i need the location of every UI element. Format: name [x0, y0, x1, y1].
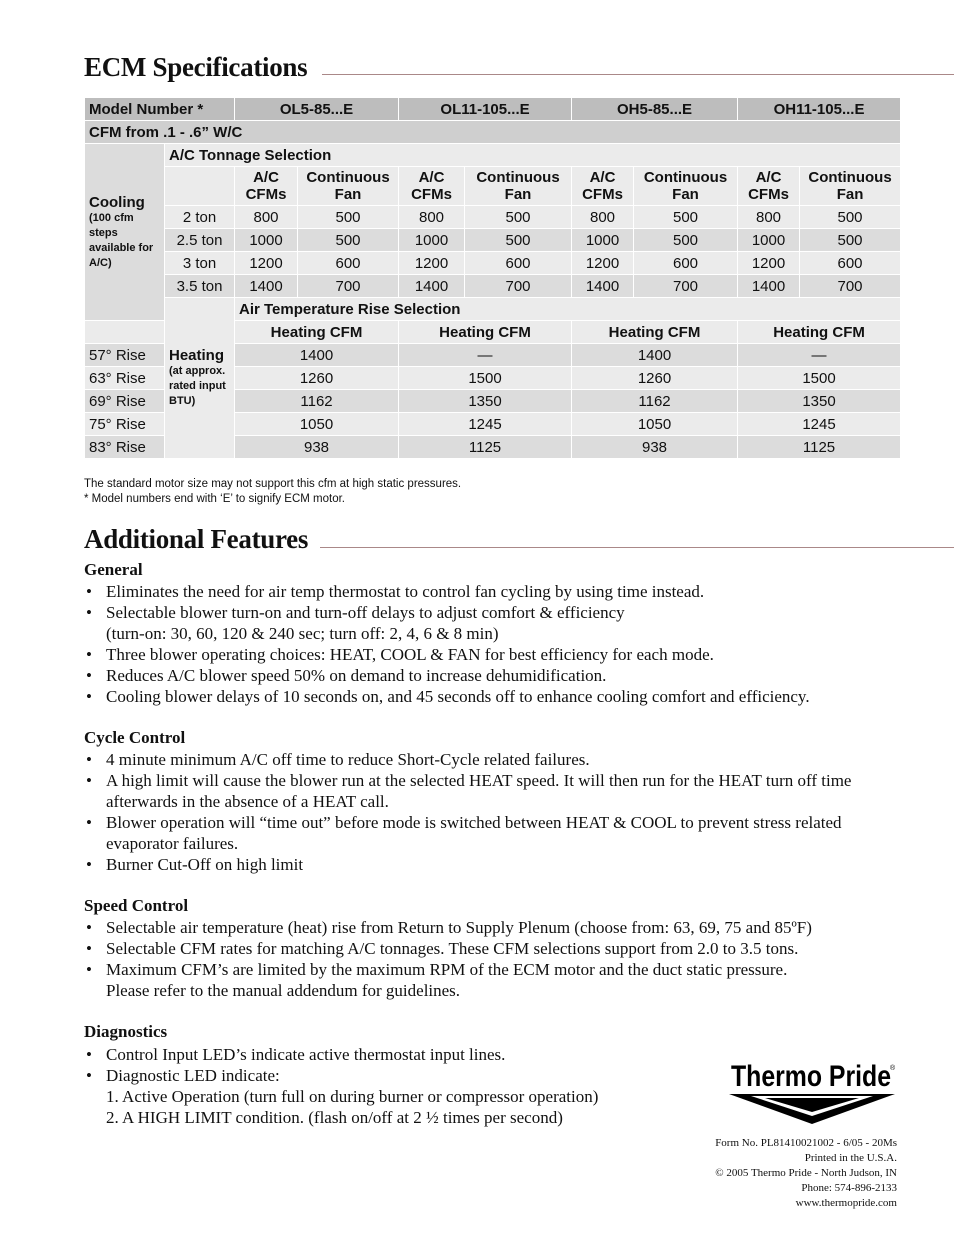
cooling-value: 1400 — [399, 275, 465, 298]
feature-item — [84, 812, 914, 854]
feature-line: • Blower operation will “time out” before mode is switched between HEAT & COOL to prevent stress related evaporator failures. — [106, 813, 842, 853]
footer-line: Printed in the U.S.A. — [804, 1152, 897, 1164]
header-row — [85, 98, 901, 121]
feature-line: • Eliminates the need for air temp thermostat to control fan cycling by using time instead. — [106, 582, 705, 601]
heating-note: (at approx. rated input BTU) — [169, 365, 226, 407]
model-name: OL11-105...E — [399, 98, 572, 121]
title-rule — [322, 74, 954, 75]
heating-value: 1162 — [572, 390, 738, 413]
feature-line: • A high limit will cause the blower run at the selected HEAT speed. It will then run for the HEAT turn off time afterwards in the absence of a HEAT call. — [106, 771, 852, 811]
features-rule — [320, 547, 954, 548]
footer-line: Form No. PL81410021002 - 6/05 - 20Ms — [715, 1137, 897, 1149]
feature-item — [84, 581, 914, 602]
cooling-value: 1400 — [738, 275, 800, 298]
heating-value: 1400 — [235, 344, 399, 367]
rise-label: 57° Rise — [85, 344, 165, 367]
logo-chevron-icon — [727, 1058, 897, 1126]
footer-line: www.thermopride.com — [795, 1197, 897, 1209]
blank-cell — [165, 167, 235, 206]
cooling-value: 1200 — [572, 252, 634, 275]
heating-cfm-header: Heating CFM — [738, 321, 901, 344]
feature-item — [84, 959, 914, 1001]
heating-value: 1400 — [572, 344, 738, 367]
heating-cfm-header: Heating CFM — [399, 321, 572, 344]
ac-cfms-header: A/C CFMs — [235, 167, 298, 206]
ac-cfms-header: A/C CFMs — [572, 167, 634, 206]
model-name: OL5-85...E — [235, 98, 399, 121]
cooling-value: 500 — [800, 206, 901, 229]
feature-item — [84, 854, 914, 875]
speed-heading: Speed Control — [84, 896, 189, 915]
tonnage-label: 2.5 ton — [165, 229, 235, 252]
cooling-value: 1400 — [235, 275, 298, 298]
feature-item — [84, 770, 914, 812]
cooling-value: 1200 — [738, 252, 800, 275]
heating-value: 938 — [235, 436, 399, 459]
heating-value: — — [738, 344, 901, 367]
logo-text: Thermo Pride — [731, 1060, 891, 1093]
blank-cell — [85, 321, 165, 344]
feature-line: 1. Active Operation (turn full on during burner or compressor operation) — [106, 1087, 599, 1106]
footer-info — [715, 1136, 897, 1211]
heating-value: 1125 — [738, 436, 901, 459]
heating-value: 1050 — [235, 413, 399, 436]
logo-registered-mark: ® — [890, 1065, 896, 1072]
thermo-pride-logo — [727, 1058, 897, 1126]
heating-value: 1125 — [399, 436, 572, 459]
model-number-label: Model Number * — [85, 98, 235, 121]
continuous-fan-header: Continuous Fan — [634, 167, 738, 206]
feature-item — [84, 644, 914, 665]
continuous-fan-header: Continuous Fan — [465, 167, 572, 206]
ac-cfms-header: A/C CFMs — [738, 167, 800, 206]
tonnage-label: 3 ton — [165, 252, 235, 275]
cooling-row — [85, 206, 901, 229]
cooling-value: 1000 — [572, 229, 634, 252]
feature-line: • Reduces A/C blower speed 50% on demand to increase dehumidification. — [106, 666, 607, 685]
cooling-value: 700 — [634, 275, 738, 298]
heating-label-cell — [165, 298, 235, 459]
general-heading: General — [84, 560, 143, 579]
tonnage-label: 2 ton — [165, 206, 235, 229]
cooling-section-title: A/C Tonnage Selection — [165, 144, 901, 167]
cooling-value: 600 — [298, 252, 399, 275]
feature-line: • Cooling blower delays of 10 seconds on, and 45 seconds off to enhance cooling comfort and efficiency. — [106, 687, 810, 706]
feature-line: • Diagnostic LED indicate: — [106, 1066, 280, 1085]
cooling-value: 800 — [235, 206, 298, 229]
diagnostics-heading: Diagnostics — [84, 1022, 168, 1041]
heating-cfm-header: Heating CFM — [235, 321, 399, 344]
cooling-value: 500 — [800, 229, 901, 252]
tonnage-label: 3.5 ton — [165, 275, 235, 298]
heating-value: 1350 — [399, 390, 572, 413]
ecm-spec-table — [84, 97, 901, 459]
cooling-value: 800 — [572, 206, 634, 229]
heating-value: 1245 — [738, 413, 901, 436]
cooling-section-row — [85, 144, 901, 167]
feature-line: • Burner Cut-Off on high limit — [106, 855, 304, 874]
feature-line: • Selectable air temperature (heat) rise from Return to Supply Plenum (choose from: 63, 69, 75 and 85ºF) — [106, 918, 812, 937]
ecm-title: ECM Specifications — [84, 52, 308, 82]
heating-value: — — [399, 344, 572, 367]
cooling-value: 800 — [399, 206, 465, 229]
cooling-value: 800 — [738, 206, 800, 229]
heating-value: 1350 — [738, 390, 901, 413]
cooling-value: 700 — [298, 275, 399, 298]
cooling-value: 500 — [634, 206, 738, 229]
cooling-value: 700 — [465, 275, 572, 298]
heating-label: Heating — [169, 347, 225, 364]
cooling-label-cell — [85, 144, 165, 321]
cooling-value: 1000 — [738, 229, 800, 252]
cooling-row — [85, 252, 901, 275]
cycle-heading: Cycle Control — [84, 728, 186, 747]
cooling-value: 500 — [634, 229, 738, 252]
ac-cfms-header: A/C CFMs — [399, 167, 465, 206]
cooling-row — [85, 229, 901, 252]
model-name: OH5-85...E — [572, 98, 738, 121]
feature-item — [84, 686, 914, 707]
footer-line: Phone: 574-896-2133 — [801, 1182, 897, 1194]
heating-value: 938 — [572, 436, 738, 459]
feature-item — [84, 665, 914, 686]
cooling-value: 600 — [465, 252, 572, 275]
heating-value: 1500 — [399, 367, 572, 390]
footer-line: © 2005 Thermo Pride - North Judson, IN — [715, 1167, 897, 1179]
cooling-note: (100 cfm steps available for A/C) — [89, 211, 154, 269]
heating-value: 1050 — [572, 413, 738, 436]
feature-item — [84, 917, 914, 938]
rise-label: 75° Rise — [85, 413, 165, 436]
cycle-list — [84, 749, 914, 875]
rise-label: 69° Rise — [85, 390, 165, 413]
cooling-value: 700 — [800, 275, 901, 298]
cooling-value: 1200 — [235, 252, 298, 275]
feature-line: 2. A HIGH LIMIT condition. (flash on/off at 2 ½ times per second) — [106, 1108, 563, 1127]
table-note-2: * Model numbers end with ‘E’ to signify ECM motor. — [84, 493, 345, 505]
cooling-col-header-row — [85, 167, 901, 206]
cooling-row — [85, 275, 901, 298]
cooling-value: 1200 — [399, 252, 465, 275]
rise-label: 63° Rise — [85, 367, 165, 390]
cooling-value: 500 — [298, 229, 399, 252]
feature-line: • Selectable blower turn-on and turn-off delays to adjust comfort & efficiency — [106, 603, 625, 622]
cooling-value: 600 — [634, 252, 738, 275]
feature-line: • Maximum CFM’s are limited by the maximum RPM of the ECM motor and the duct static pressure. — [106, 960, 788, 979]
cooling-value: 1000 — [399, 229, 465, 252]
cooling-value: 1400 — [572, 275, 634, 298]
cooling-value: 500 — [298, 206, 399, 229]
heating-value: 1260 — [235, 367, 399, 390]
cfm-label: CFM from .1 - .6” W/C — [85, 121, 901, 144]
speed-list — [84, 917, 914, 1001]
feature-line: • Control Input LED’s indicate active thermostat input lines. — [106, 1045, 506, 1064]
features-title: Additional Features — [84, 524, 309, 554]
heating-value: 1245 — [399, 413, 572, 436]
cooling-value: 500 — [465, 206, 572, 229]
feature-item — [84, 749, 914, 770]
heating-section-title: Air Temperature Rise Selection — [235, 298, 901, 321]
feature-line: Please refer to the manual addendum for guidelines. — [106, 981, 461, 1000]
feature-line: (turn-on: 30, 60, 120 & 240 sec; turn off: 2, 4, 6 & 8 min) — [106, 624, 499, 643]
feature-item — [84, 602, 914, 644]
cooling-value: 600 — [800, 252, 901, 275]
feature-line: • Selectable CFM rates for matching A/C tonnages. These CFM selections support from 2.0 to 3.5 tons. — [106, 939, 799, 958]
cfm-row — [85, 121, 901, 144]
heating-value: 1260 — [572, 367, 738, 390]
model-name: OH11-105...E — [738, 98, 901, 121]
cooling-value: 1000 — [235, 229, 298, 252]
heating-value: 1162 — [235, 390, 399, 413]
feature-line: • 4 minute minimum A/C off time to reduce Short-Cycle related failures. — [106, 750, 590, 769]
cooling-label: Cooling — [89, 193, 145, 211]
continuous-fan-header: Continuous Fan — [800, 167, 901, 206]
heating-section-row — [85, 298, 901, 321]
general-list — [84, 581, 914, 707]
table-note-1: The standard motor size may not support this cfm at high static pressures. — [84, 478, 462, 490]
continuous-fan-header: Continuous Fan — [298, 167, 399, 206]
feature-item — [84, 938, 914, 959]
cooling-value: 500 — [465, 229, 572, 252]
feature-line: • Three blower operating choices: HEAT, COOL & FAN for best efficiency for each mode. — [106, 645, 714, 664]
rise-label: 83° Rise — [85, 436, 165, 459]
heating-value: 1500 — [738, 367, 901, 390]
heating-cfm-header: Heating CFM — [572, 321, 738, 344]
